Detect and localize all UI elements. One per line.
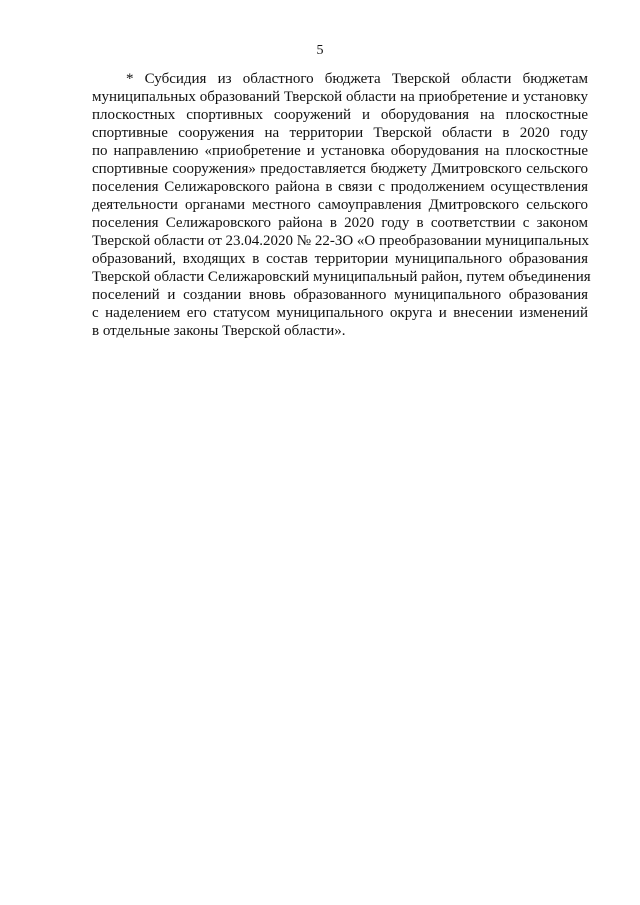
footnote-line: по направлению «приобретение и установка оборудования на плоскостные <box>92 143 588 159</box>
page-number: 5 <box>316 43 324 58</box>
footnote-line: образований, входящих в состав территории муниципального образования <box>92 251 588 267</box>
footnote-paragraph <box>92 70 591 340</box>
footnote-line: поселения Селижаровского района в связи с продолжением осуществления <box>92 179 588 195</box>
footnote-line: спортивные сооружения» предоставляется бюджету Дмитровского сельского <box>92 161 588 177</box>
footnote-line: в отдельные законы Тверской области». <box>92 323 346 339</box>
footnote-line: * Субсидия из областного бюджета Тверской области бюджетам <box>126 71 588 87</box>
footnote-line: Тверской области от 23.04.2020 № 22-ЗО «О преобразовании муниципальных <box>92 233 590 249</box>
footnote-line: с наделением его статусом муниципального округа и внесении изменений <box>92 305 588 321</box>
footnote-line: деятельности органами местного самоуправления Дмитровского сельского <box>92 197 588 213</box>
footnote-line: плоскостных спортивных сооружений и оборудования на плоскостные <box>92 107 588 123</box>
footnote-line: поселений и создании вновь образованного муниципального образования <box>92 287 588 303</box>
footnote-line: Тверской области Селижаровский муниципальный район, путем объединения <box>92 269 591 285</box>
footnote-line: спортивные сооружения на территории Тверской области в 2020 году <box>92 125 588 141</box>
footnote-line: муниципальных образований Тверской области на приобретение и установку <box>92 89 588 105</box>
footnote-line: поселения Селижаровского района в 2020 году в соответствии с законом <box>92 215 588 231</box>
